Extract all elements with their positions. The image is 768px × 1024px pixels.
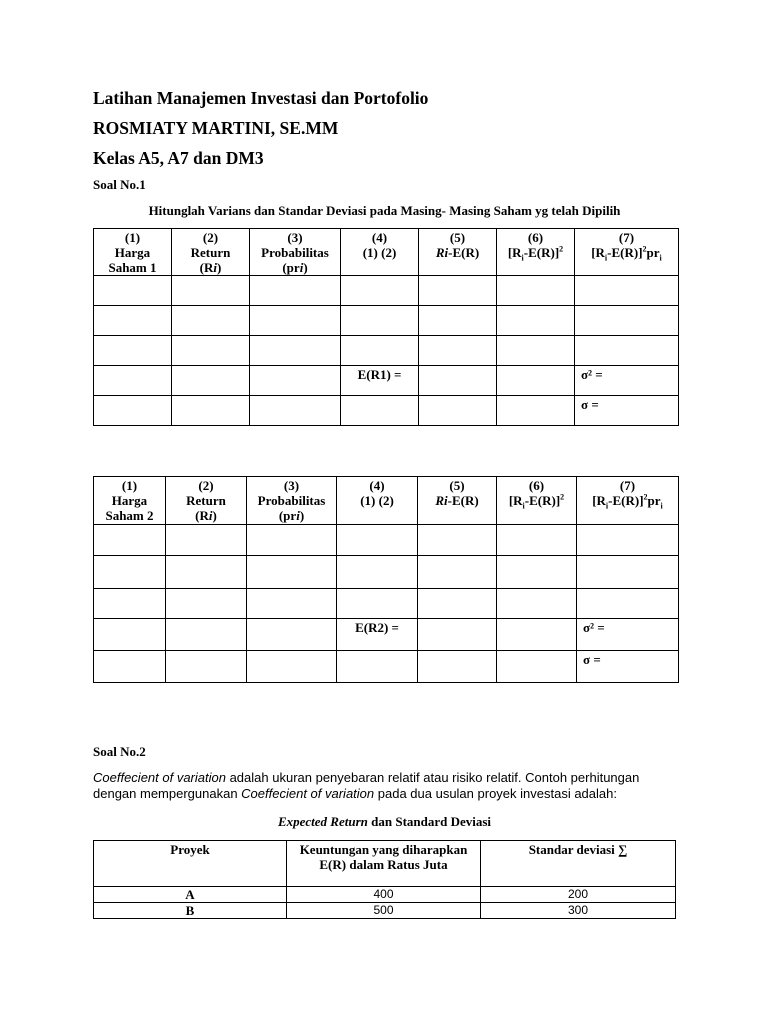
col-return: (2) Return (Ri) bbox=[166, 477, 247, 525]
project-table-header bbox=[94, 841, 676, 887]
col-deviation: (5) Ri-E(R) bbox=[418, 477, 497, 525]
soal-1-instruction: Hitunglah Varians dan Standar Deviasi pada Masing- Masing Saham yg telah Dipilih bbox=[148, 203, 621, 218]
col-weighted-squared-deviation: (7) $[R_i-E(R)]^2pr_i$ bbox=[575, 229, 679, 276]
table-row bbox=[94, 589, 679, 619]
project-table bbox=[93, 840, 676, 919]
col-squared-deviation: (6) $[R_i-E(R)]^2$ bbox=[497, 229, 575, 276]
table-row bbox=[94, 525, 679, 556]
col-squared-deviation: (6) $[R_i-E(R)]^2$ bbox=[497, 477, 577, 525]
soal-2-label: Soal No.2 bbox=[93, 744, 146, 759]
soal-1-label: Soal No.1 bbox=[93, 177, 146, 192]
variance-label: σ² = bbox=[577, 619, 679, 651]
table-row-expected bbox=[94, 619, 679, 651]
table-row-stddev bbox=[94, 651, 679, 683]
col-harga-saham: (1) Harga Saham 2 bbox=[94, 477, 166, 525]
table-row bbox=[94, 556, 679, 589]
col-return: (2) Return (Ri) bbox=[172, 229, 250, 276]
col-product: (4) (1) (2) bbox=[337, 477, 418, 525]
author-name: ROSMIATY MARTINI, SE.MM bbox=[93, 118, 339, 138]
col-weighted-squared-deviation: (7) $[R_i-E(R)]^2pr_i$ bbox=[577, 477, 679, 525]
stddev-label: σ = bbox=[577, 651, 679, 683]
table-row-stddev bbox=[94, 396, 679, 426]
table-row: B 500 300 bbox=[94, 903, 676, 919]
col-keuntungan: Keuntungan yang diharapkan E(R) dalam Ratus Juta bbox=[287, 841, 481, 887]
table-header-row bbox=[94, 229, 679, 276]
table-row bbox=[94, 336, 679, 366]
stddev-label: σ = bbox=[575, 396, 679, 426]
col-probabilitas: (3) Probabilitas (pri) bbox=[250, 229, 341, 276]
project-table-title: Expected Return dan Standard Deviasi bbox=[277, 814, 492, 829]
table-row bbox=[94, 276, 679, 306]
col-standar-deviasi: Standar deviasi ∑ bbox=[481, 841, 676, 887]
col-product: (4) (1) (2) bbox=[341, 229, 419, 276]
col-probabilitas: (3) Probabilitas (pri) bbox=[247, 477, 337, 525]
col-deviation: (5) Ri-E(R) bbox=[419, 229, 497, 276]
table-header-row bbox=[94, 477, 679, 525]
table-row: A 400 200 bbox=[94, 887, 676, 903]
class-info: Kelas A5, A7 dan DM3 bbox=[93, 148, 264, 168]
expected-return-label: E(R2) = bbox=[337, 619, 418, 651]
variance-label: σ² = bbox=[575, 366, 679, 396]
col-proyek: Proyek bbox=[94, 841, 287, 887]
table-row bbox=[94, 306, 679, 336]
variance-table-2 bbox=[93, 476, 679, 683]
document-title: Latihan Manajemen Investasi dan Portofolio bbox=[93, 88, 429, 108]
col-harga-saham: (1) Harga Saham 1 bbox=[94, 229, 172, 276]
expected-return-label: E(R1) = bbox=[341, 366, 419, 396]
table-row-expected bbox=[94, 366, 679, 396]
variance-table-1 bbox=[93, 228, 679, 426]
soal-2-paragraph: Coeffecient of variation adalah ukuran penyebaran relatif atau risiko relatif. Contoh perhitungan dengan mempergunakan Coeffecient of variation pada dua usulan proyek investasi adalah: bbox=[93, 770, 640, 801]
